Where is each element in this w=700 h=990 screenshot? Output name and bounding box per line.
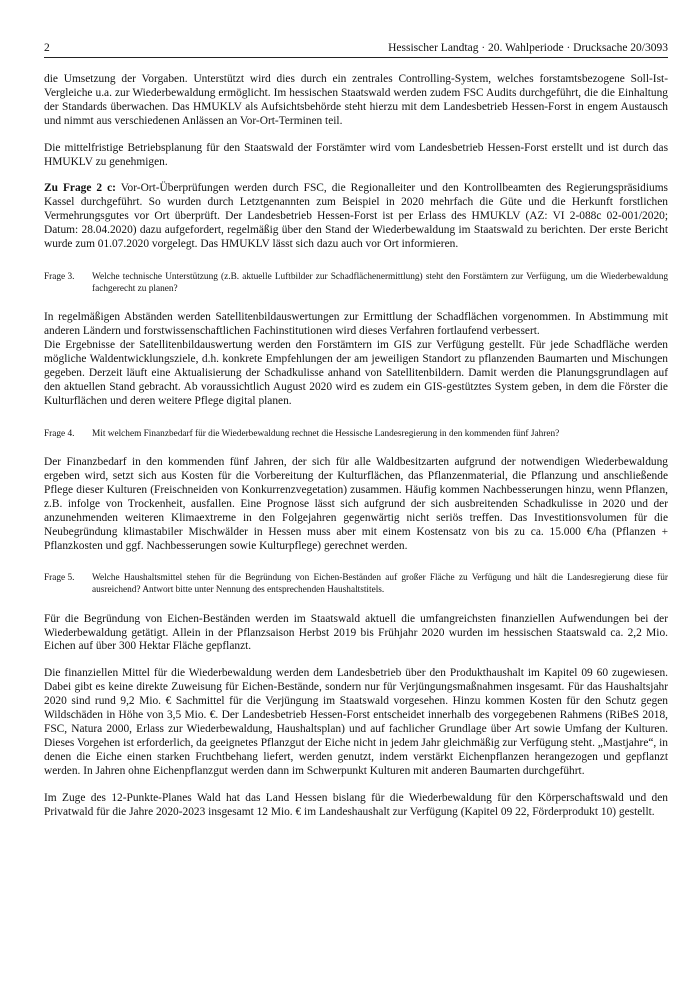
answer-5-part2: Die finanziellen Mittel für die Wiederbewaldung werden dem Landesbetrieb über den Produkthaushalt im Kapitel 09 60 zugewiesen. Dabei gibt es keine direkte Zuweisung für Eichen-Bestände, sondern nur für Verjüngungsmaßnahmen insgesamt. Für das Haushaltsjahr 2020 sind rund 9,2 Mio. € Sachmittel für die Verjüngung im Staatswald vorgesehen. Hinzu kommen Kosten für den Schutz gegen Wildschäden in Höhe von 3,5 Mio. €. Der Landesbetrieb Hessen-Forst entscheidet innerhalb des vorgegebenen Rahmens (RiBeS 2018, FSC, Natura 2000, Erlass zur Wiederbewaldung, Haushaltsplan) und auf fachlicher Grundlage über Art sowie Umfang der Kulturen. Dieses Vorgehen ist erforderlich, da geeignetes Pflanzgut der Eiche nicht in jedem Jahr gleichmäßig zur Verfügung steht. „Mastjahre“, in denen die Eiche einen starken Fruchtbehang liefert, werden genutzt, indem verstärkt Eichenpflanzen herangezogen und gepflanzt werden. In Jahren ohne Eichenpflanzgut werden dann im Schwerpunkt Kulturen mit anderen Baumarten durchgeführt. [44,667,668,777]
running-head: Hessischer Landtag · 20. Wahlperiode · Drucksache 20/3093 [388,42,668,54]
question-3-text: Welche technische Unterstützung (z.B. aktuelle Luftbilder zur Schadflächenermittlung) steht den Forstämtern zur Verfügung, um die Wiederbewaldung fachgerecht zu planen? [92,271,668,294]
question-5-label: Frage 5. [44,573,75,584]
question-3 [44,272,668,295]
page-number: 2 [44,42,50,54]
answer-2c [44,182,668,252]
answer-2c-text: Vor-Ort-Überprüfungen werden durch FSC, die Regionalleiter und den Kontrollbeamten des Regierungspräsidiums Kassel durchgeführt. So wurden durch Letztgenannten zum Beispiel in 2020 mehrfach die Güte und die Herkunft forstlichen Vermehrungsgutes vor Ort überprüft. Der Landesbetrieb Hessen-Forst ist per Erlass des HMUKLV (AZ: VI 2-088c 02-001/2020; Datum: 28.04.2020) dazu aufgefordert, regelmäßig über den Stand der Wiederbewaldung im Staatswald zu berichten. Der erste Bericht wurde zum 01.07.2020 vorgelegt. Das HMUKLV lässt sich dazu auch vor Ort informieren. [44,182,668,251]
question-5-text: Welche Haushaltsmittel stehen für die Begründung von Eichen-Beständen auf großer Fläche zu Verfügung und hält die Landesregierung diese für ausreichend? Antwort bitte unter Nennung des entsprechenden Haushaltstitels. [92,573,668,596]
answer-5-part3: Im Zuge des 12-Punkte-Planes Wald hat das Land Hessen bislang für die Wiederbewaldung für den Körperschaftswald und den Privatwald für die Jahre 2020-2023 insgesamt 12 Mio. € im Landeshaushalt zur Verfügung (Kapitel 09 22, Förderprodukt 10) gestellt. [44,791,668,818]
answer-2c-label: Zu Frage 2 c: [44,182,116,195]
page-header [44,40,668,58]
paragraph-betriebsplanung: Die mittelfristige Betriebsplanung für den Staatswald der Forstämter wird vom Landesbetrieb Hessen-Forst erstellt und ist durch das HMUKLV zu genehmigen. [44,141,668,168]
paragraph-controlling: die Umsetzung der Vorgaben. Unterstützt wird dies durch ein zentrales Controlling-System, welches forstamtsbezogene Soll-Ist-Vergleiche u.a. zur Wiederbewaldung ermöglicht. Im hessischen Staatswald werden zudem FSC Audits durchgeführt, die die Einhaltung der Standards überwachen. Das HMUKLV als Aufsichtsbehörde steht hierzu mit dem Landesbetrieb Hessen-Forst in engem Austausch und nimmt aus verschiedenen Anlässen an Vor-Ort-Terminen teil. [44,73,668,127]
answer-4: Der Finanzbedarf in den kommenden fünf Jahren, der sich für alle Waldbesitzarten aufgrund der notwendigen Wiederbewaldung ergeben wird, setzt sich aus Kosten für die Vorbereitung der Kulturflächen, das Pflanzenmaterial, die Pflanzung und anschließende Pflege dieser Kulturen (Freischneiden von Konkurrenzvegetation) zusammen. Häufig kommen Nachbesserungen hinzu, wenn Pflanzen, z.B. infolge von Trockenheit, ausfallen. Eine Prognose lässt sich aufgrund der sich ausbreitenden Schadkulisse in 2020 und der anzunehmenden weiteren Klimaextreme in den Folgejahren gegenwärtig nicht seriös treffen. Das Investitionsvolumen für die Neubegründung klimastabiler Mischwälder in Hessen muss aber mit einem Kostensatz von bis zu ca. 15.000 €/ha (Pflanzen + Pflanzkosten und ggf. Nachbesserungen sowie Kulturpflege) gerechnet werden. [44,456,668,552]
question-4 [44,429,668,441]
answer-3-part1: In regelmäßigen Abständen werden Satellitenbildauswertungen zur Ermittlung der Schadflächen vorgenommen. In Abstimmung mit anderen Ländern und forstwissenschaftlichen Fachinstitutionen wird dieses Verfahren fortlaufend verbessert. [44,311,668,338]
answer-5-part1: Für die Begründung von Eichen-Beständen werden im Staatswald aktuell die umfangreichsten finanziellen Aufwendungen bei der Wiederbewaldung getätigt. Allein in der Pflanzsaison Herbst 2019 bis Frühjahr 2020 wurden im hessischen Staatswald ca. 2,2 Mio. Eichen auf über 300 Hektar Fläche gepflanzt. [44,612,668,653]
question-3-label: Frage 3. [44,271,75,282]
question-5 [44,573,668,596]
page-body [44,73,668,819]
question-4-label: Frage 4. [44,428,75,439]
question-4-text: Mit welchem Finanzbedarf für die Wiederbewaldung rechnet die Hessische Landesregierung in den kommenden fünf Jahren? [92,428,560,439]
answer-3-part2: Die Ergebnisse der Satellitenbildauswertung werden den Forstämtern im GIS zur Verfügung gestellt. Für jede Schadfläche werden mögliche Waldentwicklungsziele, d.h. konkrete Empfehlungen der am jeweiligen Standort zu pflanzenden Baumarten und Mischungen gegeben. Derzeit läuft eine Aktualisierung der Schadkulisse anhand von Satellitenbildern. Damit werden die Planungsgrundlagen auf den aktuellen Stand gebracht. Ab voraussichtlich August 2020 wird es zudem ein GIS-gestütztes System geben, in dem die Förster die Kulturflächen und deren weitere Pflege digital planen. [44,338,668,407]
